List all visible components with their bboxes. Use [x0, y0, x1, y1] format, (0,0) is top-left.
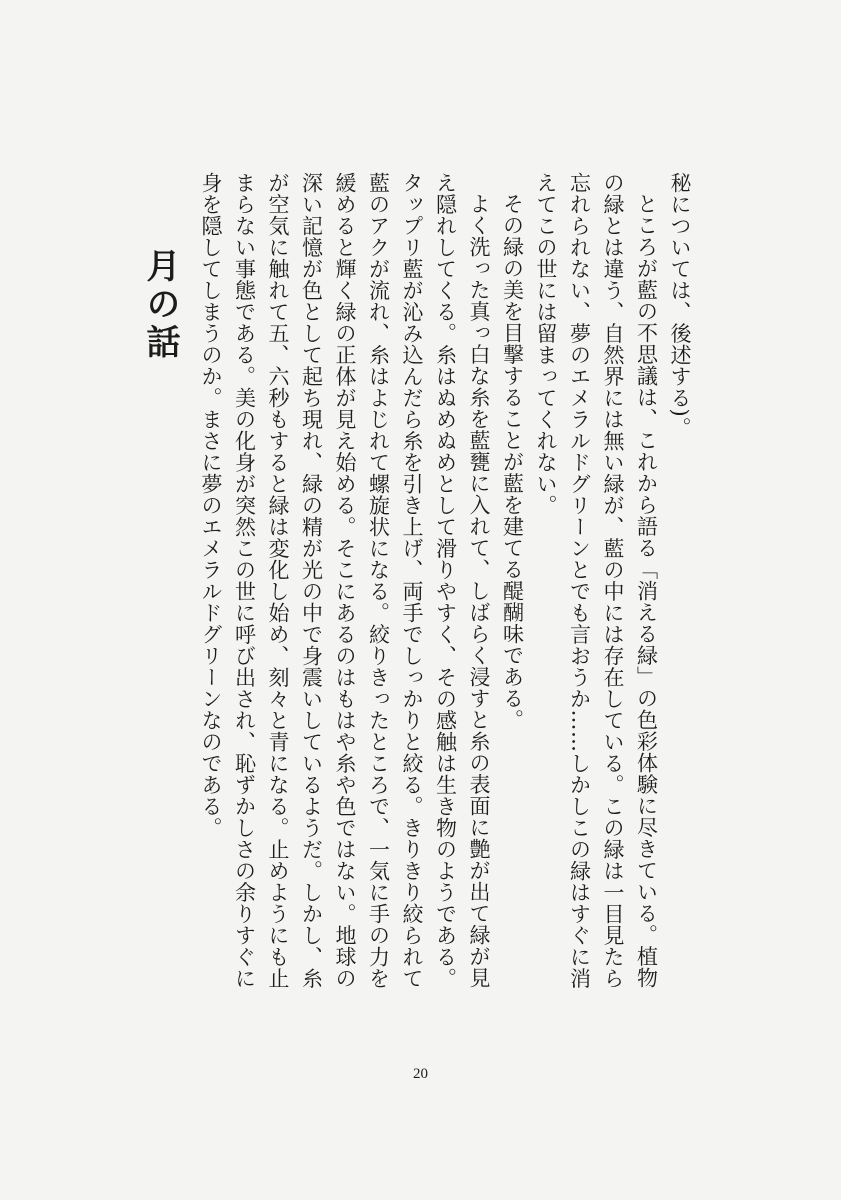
section-title: 月の話: [140, 248, 180, 362]
paragraph-3: その緑の美を目撃することが藍を建てる醍醐味である。: [500, 193, 525, 731]
paragraph-2: ところが藍の不思議は、これから語る「消える緑」の色彩体験に尽きている。植物の緑とは違う、自然界には無い緑が、藍の中には存在している。この緑は一目見たら忘れられない、夢のエメラルドグリーンとでも言おうか……しかしこの緑はすぐに消えてこの世には留まってくれない。: [534, 172, 659, 989]
page-number: 20: [413, 1066, 428, 1082]
paragraph-1: 秘については、後述する)。: [668, 172, 692, 439]
body-text: [199, 172, 696, 992]
paragraph-4: よく洗った真っ白な糸を藍甕に入れて、しばらく浸すと糸の表面に艶が出て緑が見え隠れしてくる。糸はぬめぬめとして滑りやすく、その感触は生き物のようである。タップリ藍が沁み込んだら糸を引き上げ、両手でしっかりと絞る。きりきり絞られて藍のアクが流れ、糸はよじれて螺旋状になる。絞りきったところで、一気に手の力を緩めると輝く緑の正体が見え始める。そこにあるのはもはや糸や色ではない。地球の深い記憶が色として起ち現れ、緑の精が光の中で身震いしているようだ。しかし、糸が空気に触れて五、六秒もすると緑は変化し始め、刻々と青になる。止めようにも止まらない事態である。美の化身が突然この世に呼び出され、恥ずかしさの余りすぐに身を隠してしまうのか。まさに夢のエメラルドグリーンなのである。: [199, 172, 491, 989]
